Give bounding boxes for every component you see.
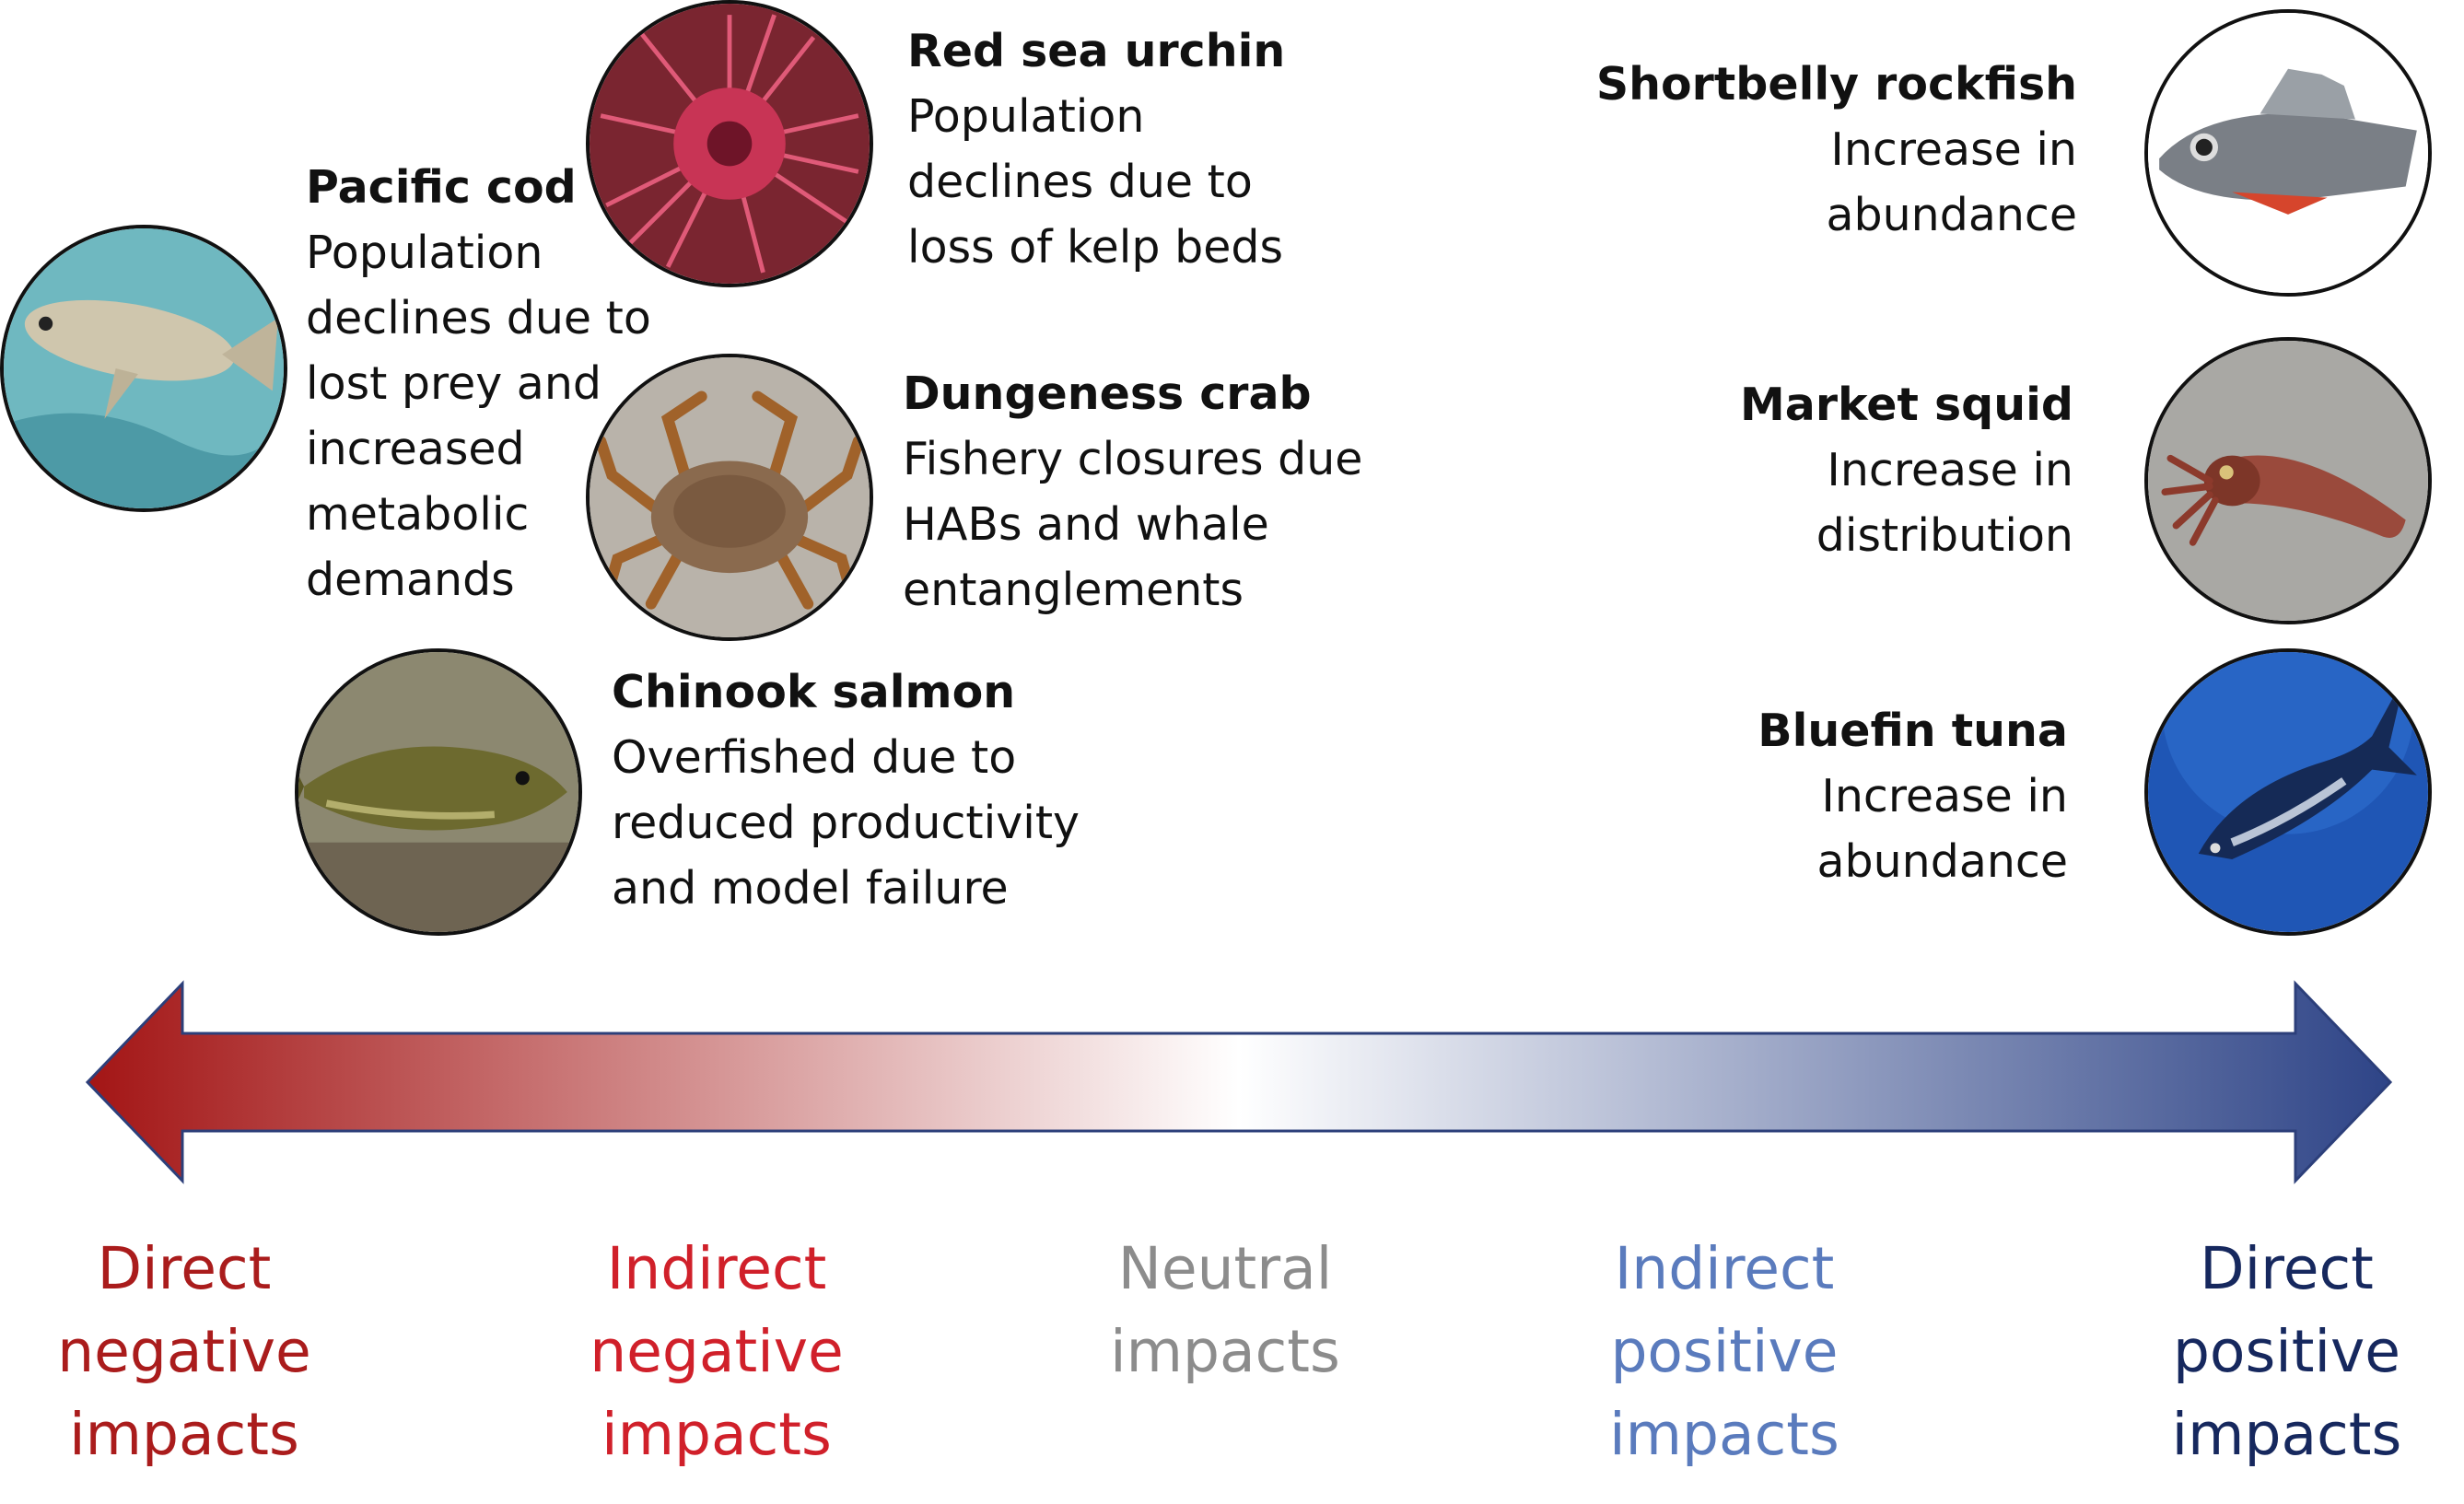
market-squid-icon (2148, 341, 2428, 621)
pacific-cod-desc: Population declines due to lost prey and increased metabolic demands (306, 227, 651, 606)
red-sea-urchin-desc: Population declines due to loss of kelp beds (907, 90, 1283, 274)
red-sea-urchin-icon (590, 4, 870, 284)
shortbelly-rockfish-name: Shortbelly rockfish (1595, 58, 2077, 111)
pacific-cod-icon (4, 228, 284, 508)
scale-direct-negative: Direct negative impacts (57, 1235, 311, 1468)
bluefin-tuna-icon (2148, 652, 2428, 932)
chinook-salmon-label (612, 659, 1080, 921)
scale-indirect-negative: Indirect negative impacts (590, 1235, 844, 1468)
pacific-cod-photo (0, 225, 287, 512)
scale-neutral: Neutral impacts (1110, 1235, 1340, 1385)
red-sea-urchin-name: Red sea urchin (907, 25, 1286, 77)
bluefin-tuna-name: Bluefin tuna (1757, 705, 2068, 757)
market-squid-desc: Increase in distribution (1816, 444, 2073, 562)
shortbelly-rockfish-label (1596, 52, 2077, 248)
scale-direct-positive: Direct positive impacts (2171, 1235, 2402, 1468)
dungeness-crab-label (903, 361, 1362, 623)
shortbelly-rockfish-photo (2144, 9, 2432, 297)
pacific-cod-name: Pacific cod (306, 161, 577, 214)
chinook-salmon-icon (298, 652, 578, 932)
scale-indirect-positive: Indirect positive impacts (1609, 1235, 1839, 1468)
dungeness-crab-photo (586, 354, 873, 641)
chinook-salmon-photo (295, 648, 582, 936)
arrow-body (88, 984, 2390, 1181)
market-squid-photo (2144, 337, 2432, 624)
market-squid-name: Market squid (1740, 379, 2073, 431)
bluefin-tuna-photo (2144, 648, 2432, 936)
bluefin-tuna-desc: Increase in abundance (1816, 770, 2068, 888)
chinook-salmon-name: Chinook salmon (612, 666, 1016, 718)
shortbelly-rockfish-desc: Increase in abundance (1826, 123, 2077, 241)
red-sea-urchin-photo (586, 0, 873, 287)
dungeness-crab-name: Dungeness crab (903, 367, 1312, 420)
shortbelly-rockfish-icon (2148, 13, 2428, 293)
market-squid-label (1740, 372, 2073, 568)
chinook-salmon-desc: Overfished due to reduced productivity and model failure (612, 731, 1080, 915)
red-sea-urchin-label (907, 18, 1285, 280)
dungeness-crab-icon (590, 357, 870, 637)
bluefin-tuna-label (1757, 698, 2068, 894)
dungeness-crab-desc: Fishery closures due HABs and whale entanglements (903, 433, 1363, 616)
